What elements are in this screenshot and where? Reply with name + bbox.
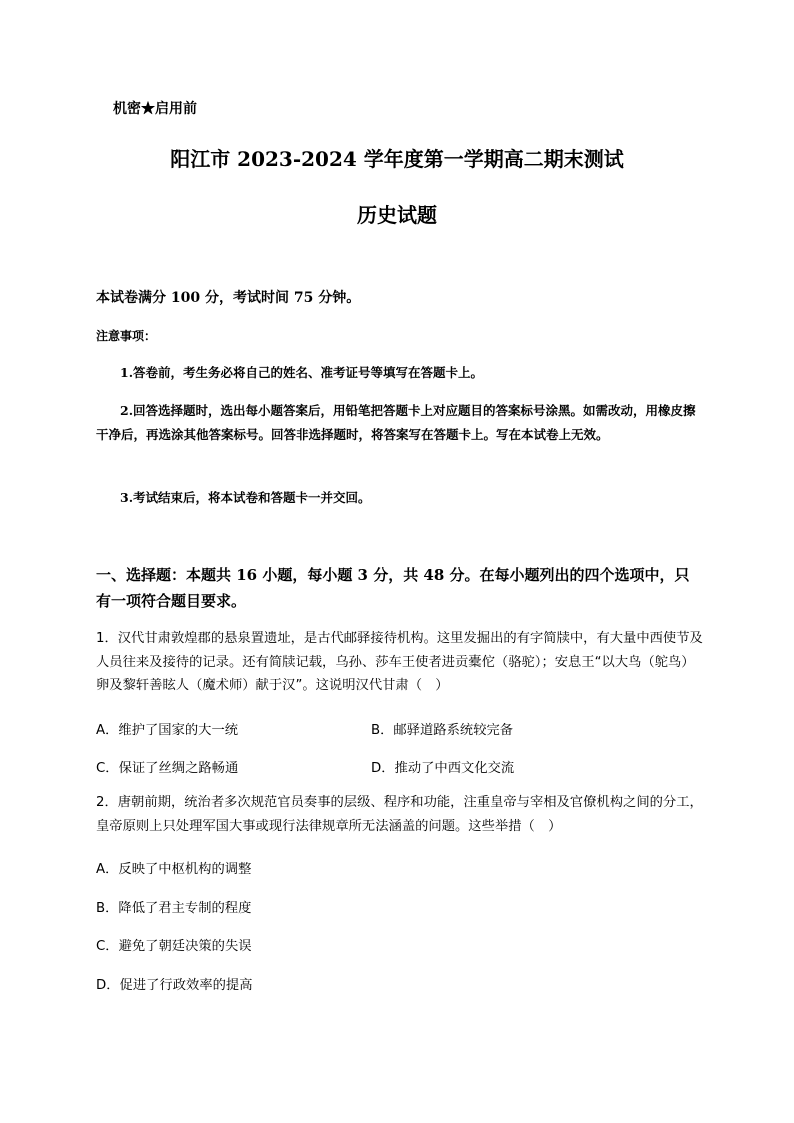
question-2-option-c: C．避免了朝廷决策的失误 [96, 939, 252, 954]
question-1-option-b: B．邮驿道路系统较完备 [371, 723, 514, 738]
question-2-option-d: D．促进了行政效率的提高 [96, 978, 253, 993]
exam-subject: 历史试题 [357, 203, 437, 227]
notice-heading: 注意事项： [96, 329, 157, 343]
notice-item-3: 3.考试结束后，将本试卷和答题卡一并交回。 [120, 490, 371, 505]
exam-title: 阳江市 2023-2024 学年度第一学期高二期末测试 [170, 147, 624, 171]
exam-intro: 本试卷满分 100 分，考试时间 75 分钟。 [96, 290, 361, 306]
section-heading: 一、选择题：本题共 16 小题，每小题 3 分，共 48 分。在每小题列出的四个选项中，只有一项符合题目要求。 [96, 566, 690, 610]
confidential-mark: 机密★启用前 [113, 101, 197, 117]
notice-item-2: 2.回答选择题时，选出每小题答案后，用铅笔把答题卡上对应题目的答案标号涂黑。如需改动，用橡皮擦干净后，再选涂其他答案标号。回答非选择题时，将答案写在答题卡上。写在本试卷上无效。 [96, 403, 696, 442]
question-1-option-d: D．推动了中西文化交流 [371, 761, 515, 776]
notice-item-1: 1.答卷前，考生务必将自己的姓名、准考证号等填写在答题卡上。 [120, 365, 484, 380]
question-1-stem: 1．汉代甘肃敦煌郡的悬泉置遗址，是古代邮驿接待机构。这里发掘出的有字简牍中，有大量中西使节及人员往来及接待的记录。还有简牍记载，乌孙、莎车王使者进贡橐佗（骆驼）；安息王“以大鸟（鸵鸟）卵及黎轩善眩人（魔术师）献于汉”。这说明汉代甘肃（ ） [96, 631, 703, 693]
question-2-option-a: A．反映了中枢机构的调整 [96, 862, 252, 877]
question-2-stem: 2．唐朝前期，统治者多次规范官员奏事的层级、程序和功能，注重皇帝与宰相及官僚机构之间的分工，皇帝原则上只处理军国大事或现行法律规章所无法涵盖的问题。这些举措（ ） [96, 795, 703, 834]
question-1-option-c: C．保证了丝绸之路畅通 [96, 761, 239, 776]
question-1-option-a: A．维护了国家的大一统 [96, 723, 239, 738]
question-2-option-b: B．降低了君主专制的程度 [96, 901, 252, 916]
